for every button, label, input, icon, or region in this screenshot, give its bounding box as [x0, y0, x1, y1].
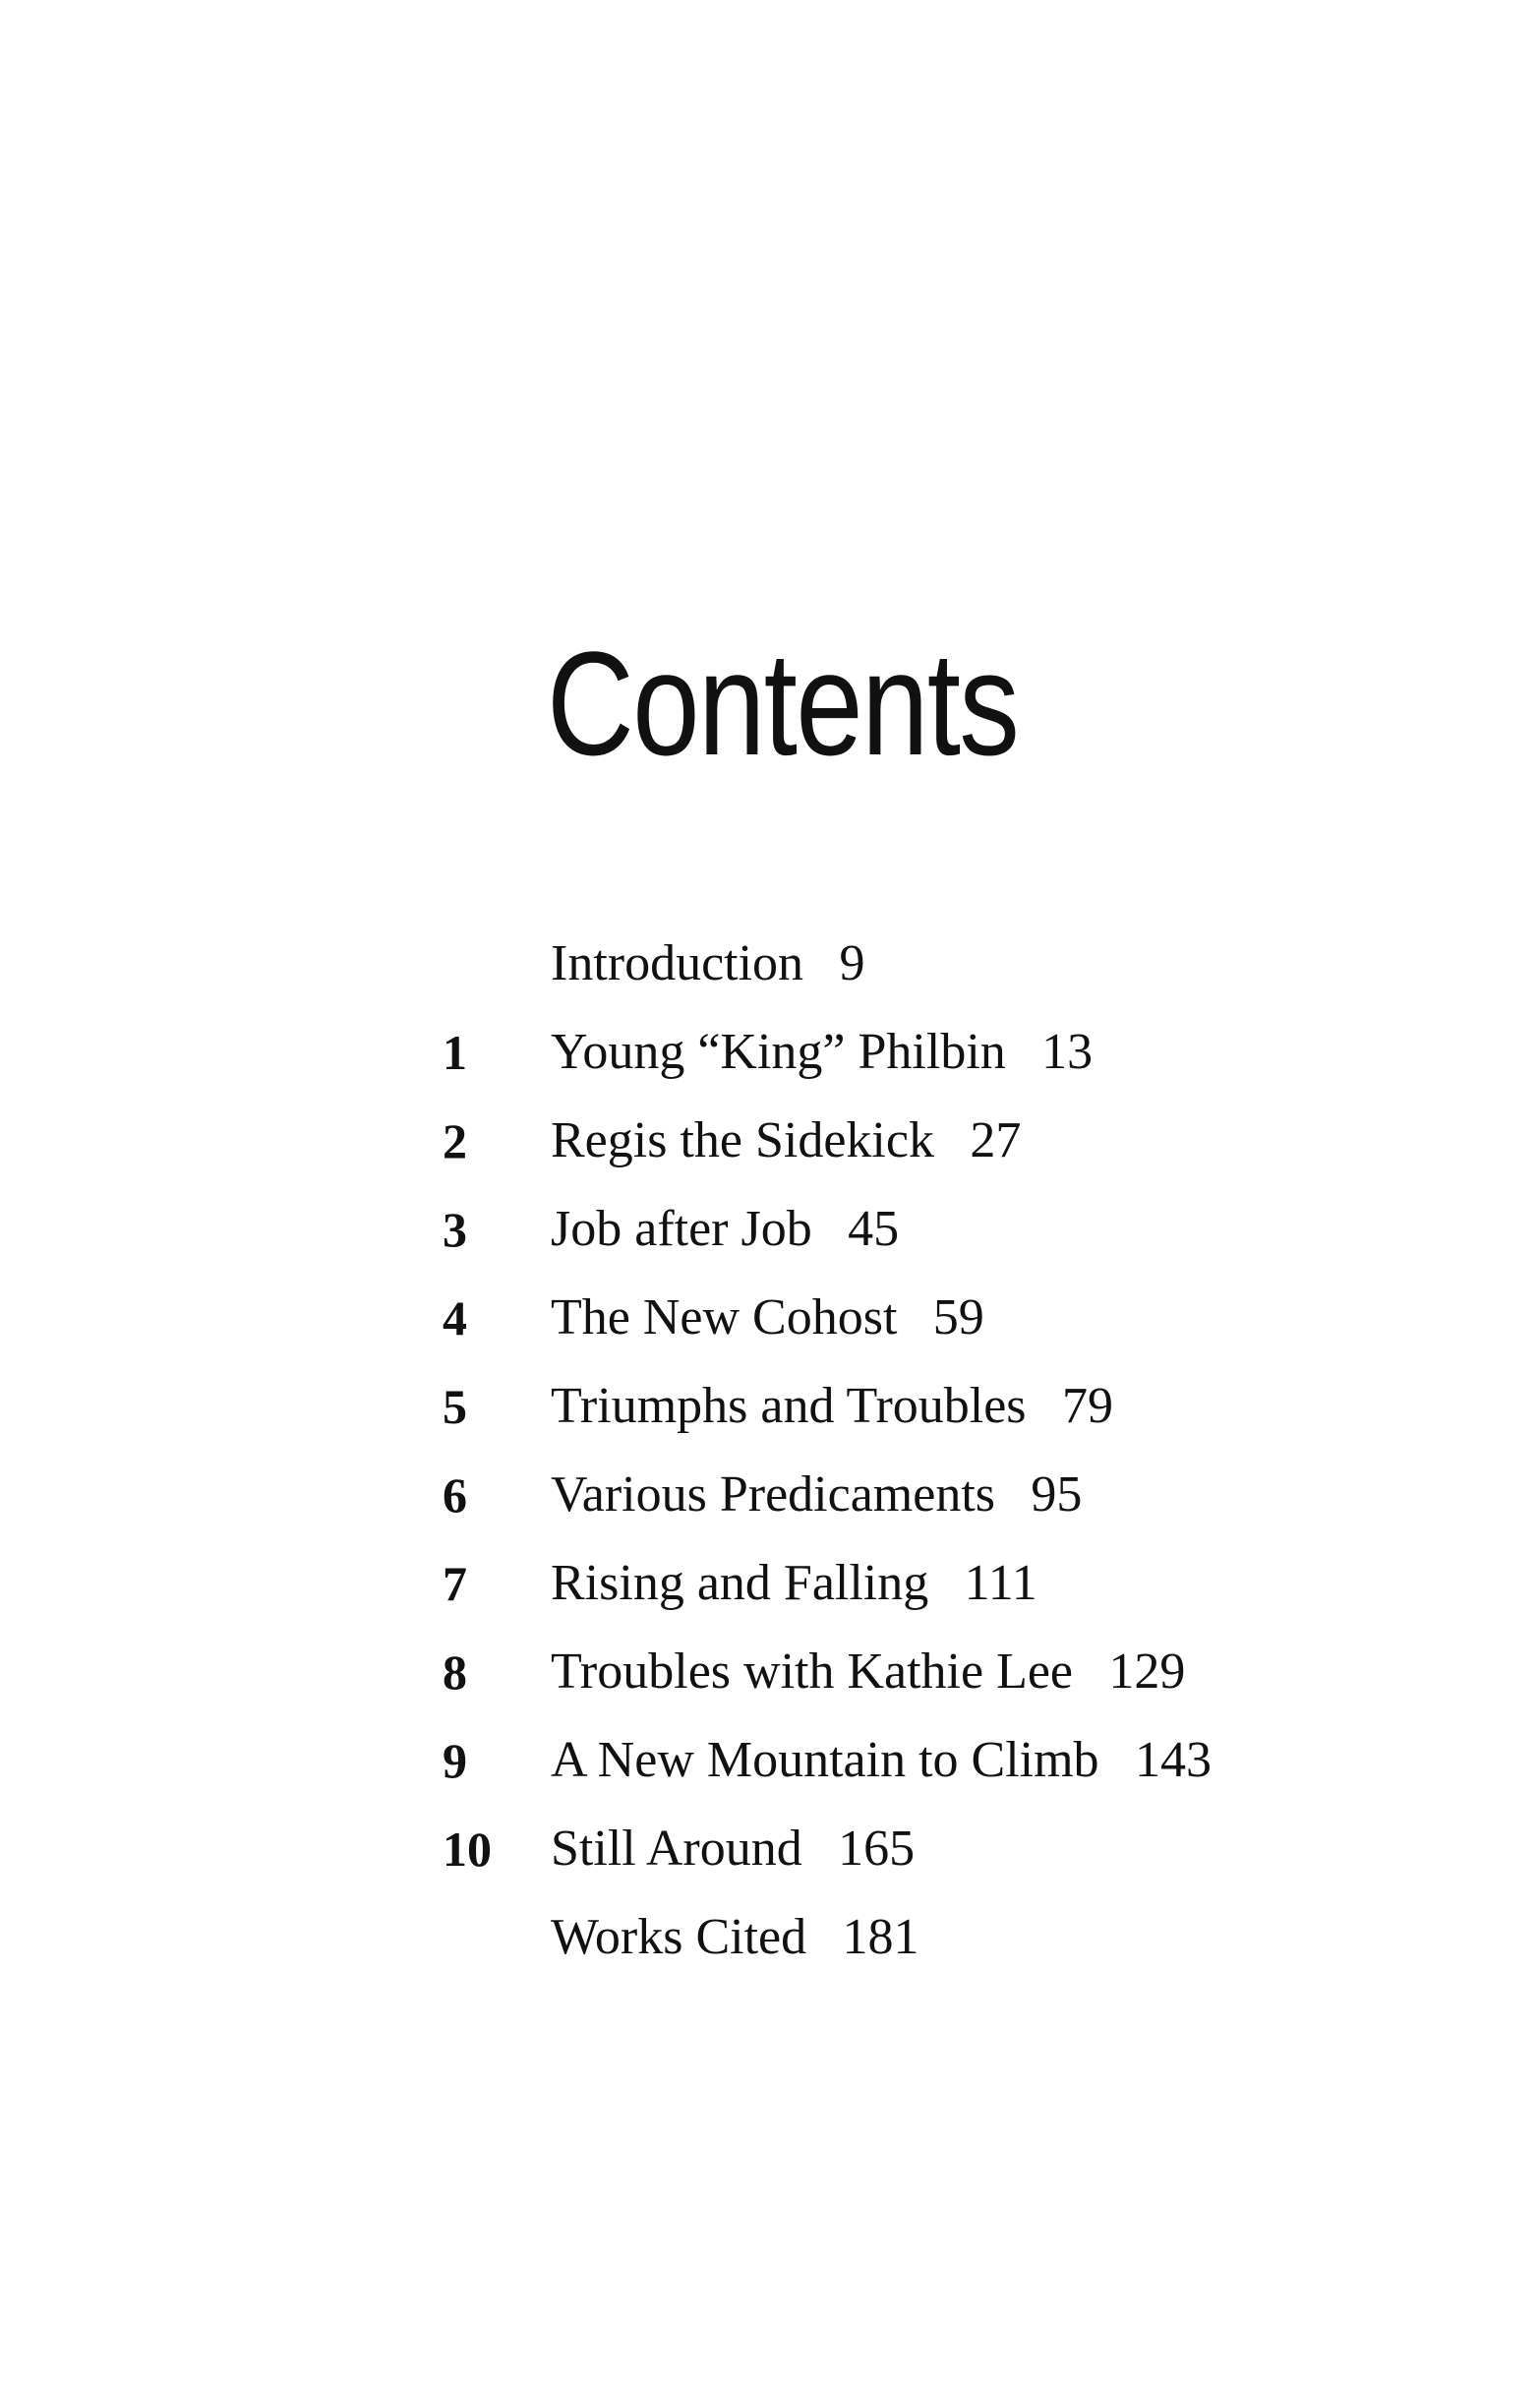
toc-entry: [551, 1903, 919, 1972]
toc-entry: [551, 1372, 1113, 1441]
page-number: 9: [839, 935, 865, 991]
toc-entry: [551, 1461, 1082, 1529]
page-number: 13: [1041, 1024, 1094, 1080]
toc-entry: [551, 1018, 1093, 1087]
toc-row: [0, 1106, 1540, 1175]
chapter-title: A New Mountain to Climb: [551, 1732, 1099, 1788]
chapter-title: Works Cited: [551, 1909, 807, 1965]
page-title: Contents: [547, 621, 1019, 786]
chapter-title: Job after Job: [551, 1201, 812, 1257]
toc-row: [0, 1903, 1540, 1972]
toc-row: [0, 1461, 1540, 1529]
page-number: 95: [1031, 1466, 1083, 1523]
toc-entry: [551, 1195, 899, 1264]
page-number: 111: [964, 1555, 1037, 1611]
chapter-title: Regis the Sidekick: [551, 1112, 934, 1168]
chapter-title: Various Predicaments: [551, 1466, 996, 1523]
toc-row: [0, 1815, 1540, 1883]
chapter-number: 4: [443, 1290, 467, 1345]
toc-entry: [551, 1106, 1021, 1175]
chapter-number: 9: [443, 1733, 467, 1788]
chapter-number: 5: [443, 1379, 467, 1434]
page-number: 165: [838, 1821, 916, 1877]
page-number: 181: [842, 1909, 919, 1965]
chapter-title: Troubles with Kathie Lee: [551, 1643, 1073, 1700]
toc-row: [0, 1018, 1540, 1087]
chapter-title: The New Cohost: [551, 1289, 898, 1345]
toc-row: [0, 1284, 1540, 1352]
page-number: 129: [1108, 1643, 1186, 1700]
chapter-number: 1: [443, 1025, 467, 1080]
chapter-title: Introduction: [551, 935, 804, 991]
toc-entry: [551, 1638, 1185, 1706]
page-number: 27: [970, 1112, 1022, 1168]
toc-entry: [551, 1726, 1212, 1795]
toc-row: [0, 1372, 1540, 1441]
page-number: 143: [1134, 1732, 1212, 1788]
toc-entry: [551, 1549, 1037, 1618]
chapter-title: Triumphs and Troubles: [551, 1378, 1027, 1434]
toc-row: [0, 929, 1540, 998]
chapter-title: Rising and Falling: [551, 1555, 929, 1611]
toc-entry: [551, 1284, 984, 1352]
chapter-title: Still Around: [551, 1821, 802, 1877]
toc-entry: [551, 1815, 915, 1883]
toc-row: [0, 1549, 1540, 1618]
chapter-number: 10: [443, 1822, 492, 1877]
page-number: 59: [932, 1289, 984, 1345]
chapter-number: 8: [443, 1644, 467, 1700]
toc-entry: [551, 929, 864, 998]
chapter-title: Young “King” Philbin: [551, 1024, 1006, 1080]
page-number: 45: [848, 1201, 900, 1257]
chapter-number: 3: [443, 1202, 467, 1257]
chapter-number: 6: [443, 1467, 467, 1523]
chapter-number: 7: [443, 1556, 467, 1611]
toc-row: [0, 1726, 1540, 1795]
toc-row: [0, 1638, 1540, 1706]
page-number: 79: [1061, 1378, 1113, 1434]
toc-row: [0, 1195, 1540, 1264]
chapter-number: 2: [443, 1113, 467, 1168]
